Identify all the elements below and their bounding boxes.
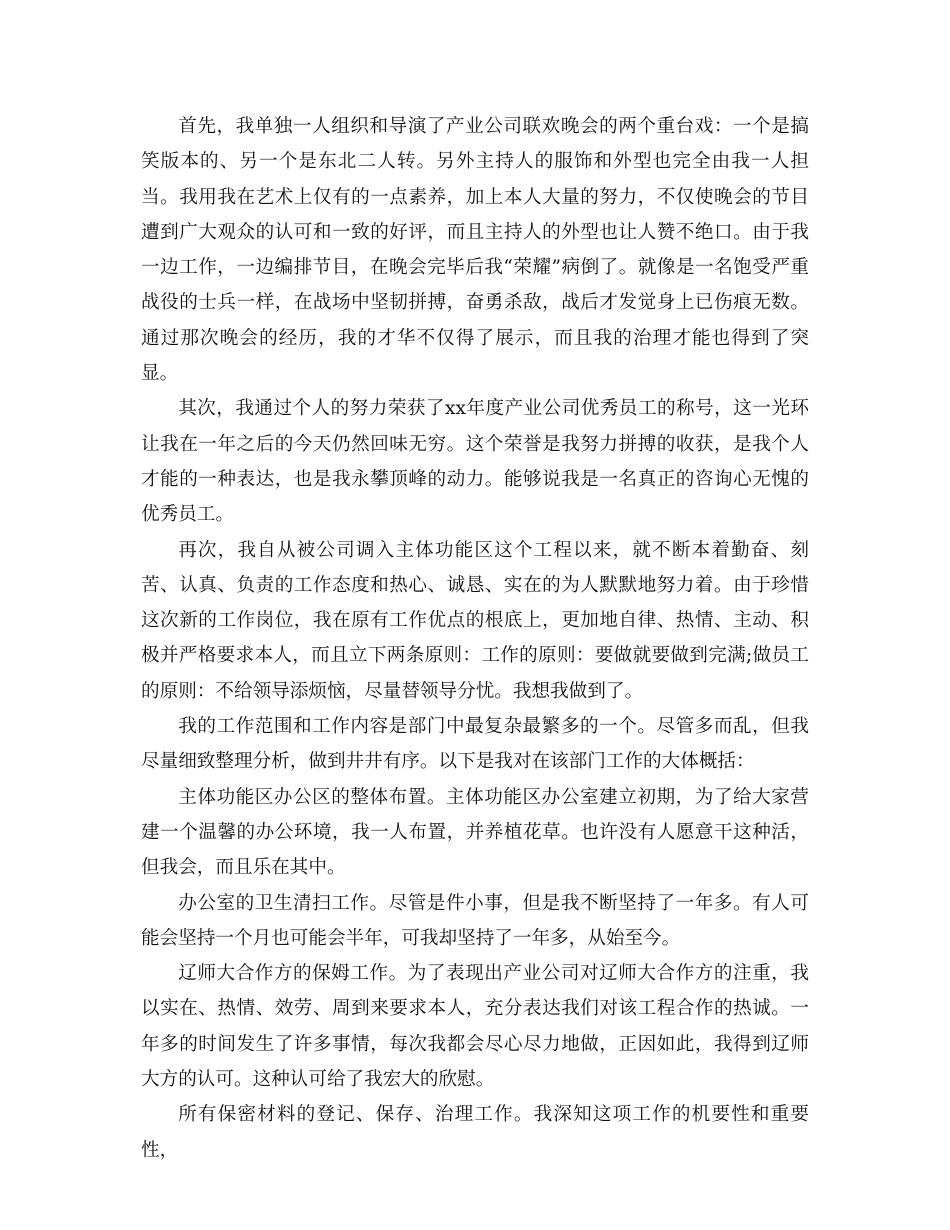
paragraph-office-layout: 主体功能区办公区的整体布置。主体功能区办公室建立初期，为了给大家营建一个温馨的办公环境，我一人布置，并养植花草。也许没有人愿意干这种活，但我会，而且乐在其中。 [141,786,809,879]
paragraph-work-scope: 我的工作范围和工作内容是部门中最复杂最繁多的一个。尽管多而乱，但我尽量细致整理分析，做到井井有序。以下是我对在该部门工作的大体概括： [141,716,809,773]
paragraph-office-cleaning: 办公室的卫生清扫工作。尽管是件小事，但是我不断坚持了一年多。有人可能会坚持一个月也可能会半年，可我却坚持了一年多，从始至今。 [141,892,809,949]
paragraph-second-award: 其次，我通过个人的努力荣获了xx年度产业公司优秀员工的称号，这一光环让我在一年之后的今天仍然回味无穷。这个荣誉是我努力拼搏的收获，是我个人才能的一种表达，也是我永攀顶峰的动力。能够说我是一名真正的咨询心无愧的优秀员工。 [141,398,809,526]
paragraph-confidential-materials: 所有保密材料的登记、保存、治理工作。我深知这项工作的机要性和重要性， [141,1104,809,1161]
paragraph-third-transfer: 再次，我自从被公司调入主体功能区这个工程以来，就不断本着勤奋、刻苦、认真、负责的工作态度和热心、诚恳、实在的为人默默地努力着。由于珍惜这次新的工作岗位，我在原有工作优点的根底上，更加地自律、热情、主动、积极并严格要求本人，而且立下两条原则：工作的原则：要做就要做到完满;做员工的原则：不给领导添烦恼，尽量替领导分忧。我想我做到了。 [141,539,809,702]
document-page [141,109,809,1168]
paragraph-first-gala: 首先，我单独一人组织和导演了产业公司联欢晚会的两个重台戏：一个是搞笑版本的、另一个是东北二人转。另外主持人的服饰和外型也完全由我一人担当。我用我在艺术上仅有的一点素养，加上本人大量的努力，不仅使晚会的节目遭到广大观众的认可和一致的好评，而且主持人的外型也让人赞不绝口。由于我一边工作，一边编排节目，在晚会完毕后我“荣耀”病倒了。就像是一名饱受严重战役的士兵一样，在战场中坚韧拼搏，奋勇杀敌，战后才发觉身上已伤痕无数。通过那次晚会的经历，我的才华不仅得了展示，而且我的治理才能也得到了突显。 [141,116,809,385]
paragraph-partner-service: 辽师大合作方的保姆工作。为了表现出产业公司对辽师大合作方的注重，我以实在、热情、效劳、周到来要求本人，充分表达我们对该工程合作的热诚。一年多的时间发生了许多事情，每次我都会尽心尽力地做，正因如此，我得到辽师大方的认可。这种认可给了我宏大的欣慰。 [141,963,809,1091]
